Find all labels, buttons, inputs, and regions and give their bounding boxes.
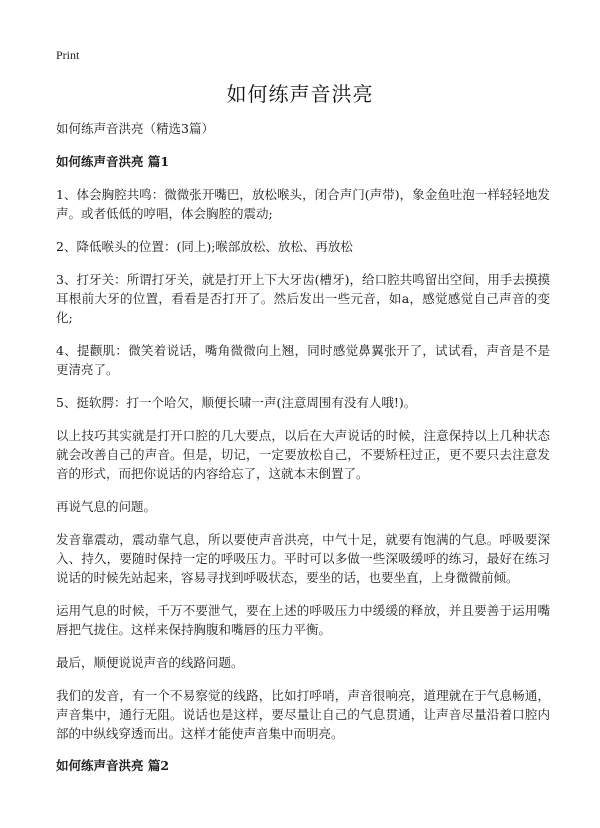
paragraph: 3、打牙关：所谓打牙关，就是打开上下大牙齿(槽牙)，给口腔共鸣留出空间，用手去摸摸耳根前大牙的位置，看看是否打开了。然后发出一些元音，如a，感觉感觉自己声音的变化; xyxy=(56,272,550,325)
paragraph: 我们的发音，有一个不易察觉的线路，比如打呼哨，声音很响亮，道理就在于气息畅通，声音集中，通行无阻。说话也是这样，要尽量让自己的气息贯通，让声音尽量沿着口腔内部的中纵线穿透而出。这样才能使声音集中而明亮。 xyxy=(56,688,550,741)
paragraph: 发音靠震动，震动靠气息，所以要使声音洪亮，中气十足，就要有饱满的气息。呼吸要深入、持久，要随时保持一定的呼吸压力。平时可以多做一些深吸缓呼的练习，最好在练习说话的时候先站起来，容易寻找到呼吸状态，要坐的话，也要坐直，上身微微前倾。 xyxy=(56,532,550,585)
paragraph: 1、体会胸腔共鸣：微微张开嘴巴，放松喉头，闭合声门(声带)，象金鱼吐泡一样轻轻地发声。或者低低的哼唱，体会胸腔的震动; xyxy=(56,187,550,221)
document-title: 如何练声音洪亮 xyxy=(226,82,374,106)
print-link[interactable]: Print xyxy=(56,48,80,62)
paragraph: 运用气息的时候，千万不要泄气，要在上述的呼吸压力中缓缓的释放，并且要善于运用嘴唇把气拢住。这样来保持胸腹和嘴唇的压力平衡。 xyxy=(56,603,550,637)
paragraph: 最后，顺便说说声音的线路问题。 xyxy=(56,655,244,670)
document-subtitle: 如何练声音洪亮（精选3篇） xyxy=(56,121,214,136)
document-body xyxy=(56,120,550,789)
section-heading-1: 如何练声音洪亮 篇1 xyxy=(56,154,170,169)
paragraph: 再说气息的问题。 xyxy=(56,499,157,514)
paragraph: 以上技巧其实就是打开口腔的几大要点，以后在大声说话的时候，注意保持以上几种状态就会改善自己的声音。但是，切记，一定要放松自己，不要矫枉过正，更不要只去注意发音的形式，而把你说话的内容给忘了，这就本末倒置了。 xyxy=(56,428,550,481)
paragraph: 4、提颧肌：微笑着说话，嘴角微微向上翘，同时感觉鼻翼张开了，试试看，声音是不是更清亮了。 xyxy=(56,343,550,377)
paragraph: 5、挺软腭：打一个哈欠，顺便长啸一声(注意周围有没有人哦!)。 xyxy=(56,395,417,410)
section-heading-2: 如何练声音洪亮 篇2 xyxy=(56,758,170,773)
paragraph: 2、降低喉头的位置：(同上);喉部放松、放松、再放松 xyxy=(56,239,353,254)
